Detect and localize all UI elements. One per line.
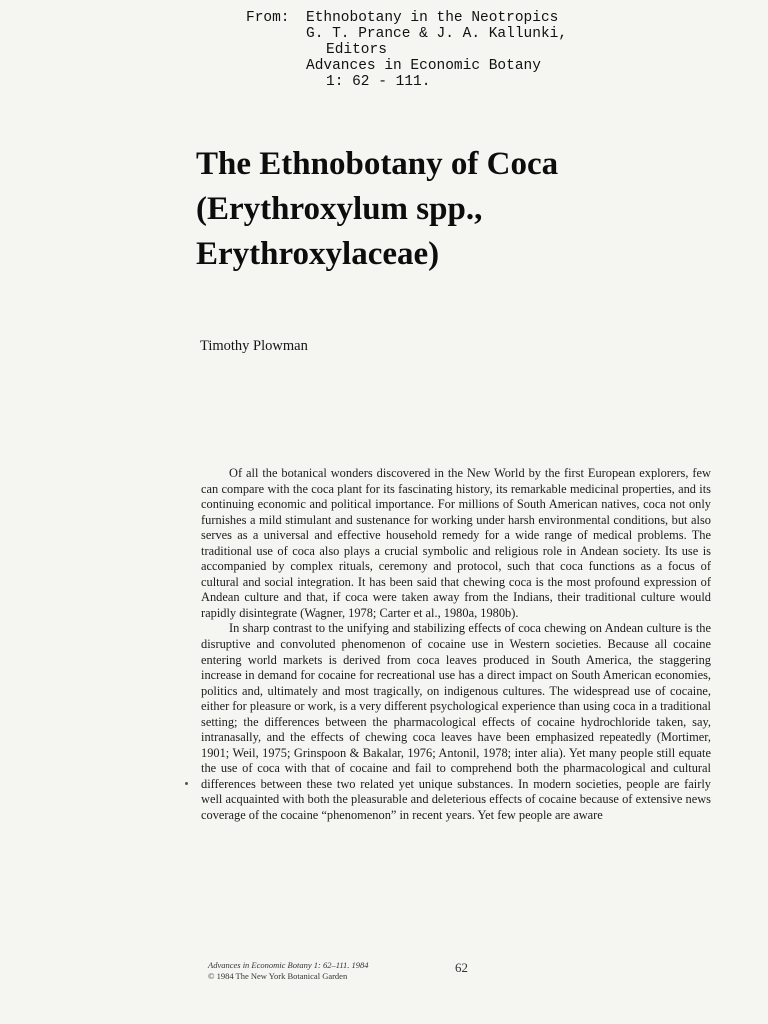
title-line: Erythroxylaceae) [196,236,440,272]
title-line: The Ethnobotany of Coca [196,146,559,182]
body-paragraph: Of all the botanical wonders discovered in the New World by the first European explorers, few can compare with the coca plant for its fascinating history, its remarkable medicinal properties, and its continuing economic and political importance. For millions of South American natives, coca not only furnishes a mild stimulant and sustenance for working under harsh environmental conditions, but also serves as a universal and effective household remedy for a wide range of medical problems. The traditional use of coca also plays a crucial symbolic and religious role in Andean society. Its use is accompanied by complex rituals, ceremony and protocol, such that coca functions as a focus of cultural and social integration. It has been said that chewing coca is the most profound expression of Andean culture and that, if coca were taken away from the Indians, their traditional culture would rapidly disintegrate (Wagner, 1978; Carter et al., 1980a, 1980b). [201,466,711,620]
page-number: 62 [455,960,468,975]
source-note [246,10,567,90]
article-title [196,142,716,277]
source-editors-label: Editors [326,42,387,58]
source-book-title: Ethnobotany in the Neotropics [306,10,559,26]
footer-copyright: © 1984 The New York Botanical Garden [208,971,348,981]
footer-citation: Advances in Economic Botany 1: 62–111. 1984 [208,960,369,970]
article-body [201,466,711,824]
title-line: (Erythroxylum spp., [196,191,483,227]
author-name: Timothy Plowman [200,338,308,354]
body-paragraph: In sharp contrast to the unifying and stabilizing effects of coca chewing on Andean culture is the disruptive and convoluted phenomenon of cocaine use in Western societies. Because all cocaine entering world markets is derived from coca leaves produced in South America, the staggering increase in demand for cocaine for recreational use has a direct impact on South American economies, politics and, ultimately and most tragically, on indigenous cultures. The widespread use of cocaine, either for pleasure or work, is a very different psychological experience than using coca in a traditional setting; the differences between the pharmacological effects of cocaine hydrochloride taken, say, intranasally, and the effects of chewing coca leaves have been emphasized repeatedly (Mortimer, 1901; Weil, 1975; Grinspoon & Bakalar, 1976; Antonil, 1978; inter alia). Yet many people still equate the use of coca with that of cocaine and fail to comprehend both the pharmacological and cultural differences between these two related yet unique substances. In modern societies, people are fairly well acquainted with both the pleasurable and deleterious effects of cocaine because of extensive news coverage of the cocaine “phenomenon” in recent years. Yet few people are aware [201,621,712,823]
margin-mark [185,782,188,785]
source-editors: G. T. Prance & J. A. Kallunki, [306,26,568,42]
source-from-label: From: [246,10,290,26]
source-volume-pages: 1: 62 - 111. [326,74,431,90]
source-series: Advances in Economic Botany [306,58,541,74]
page-footer [208,960,368,982]
